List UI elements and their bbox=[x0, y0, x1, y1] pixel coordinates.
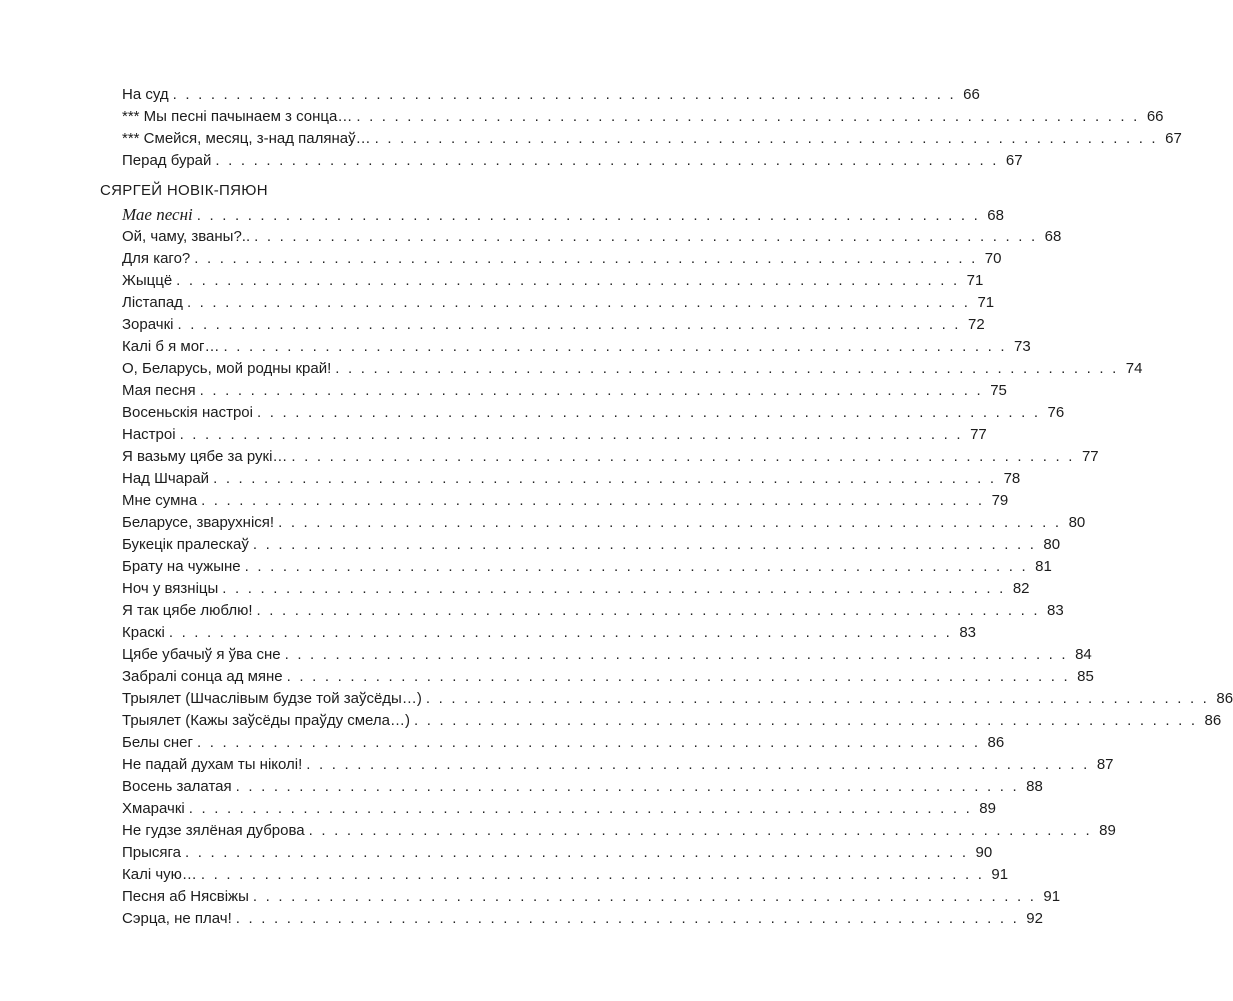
toc-entry-page-number: 81 bbox=[1035, 558, 1052, 575]
toc-entry-title: Забралі сонца ад мяне bbox=[122, 668, 283, 685]
toc-entry-page-number: 71 bbox=[966, 272, 984, 289]
toc-entry bbox=[122, 150, 1023, 172]
dot-leader: . . . . . . . . . . . . . . . . . . . . . . . . . . . . . . . . . . . . . . . . . . . . . . . . . . . . . . . . . . . . . . bbox=[284, 646, 1068, 663]
toc-entry-title: На суд bbox=[122, 86, 169, 103]
toc-entry-title: Брату на чужыне bbox=[122, 558, 241, 575]
toc-entry bbox=[122, 128, 1182, 150]
dot-leader: . . . . . . . . . . . . . . . . . . . . . . . . . . . . . . . . . . . . . . . . . . . . . . . . . . . . . . . . . . . . . . bbox=[252, 536, 1037, 553]
toc-entry-page-number: 80 bbox=[1068, 514, 1086, 531]
toc-entry-title: Не гудзе зялёная дуброва bbox=[122, 822, 305, 839]
toc-entry-title: Мне сумна bbox=[122, 492, 198, 509]
dot-leader: . . . . . . . . . . . . . . . . . . . . . . . . . . . . . . . . . . . . . . . . . . . . . . . . . . . . . . . . . . . . . . bbox=[374, 130, 1158, 147]
toc-entry-title: Лістапад bbox=[122, 294, 183, 311]
toc-entry-page-number: 68 bbox=[987, 207, 1004, 224]
toc-entry-page-number: 73 bbox=[1014, 338, 1031, 355]
dot-leader: . . . . . . . . . . . . . . . . . . . . . . . . . . . . . . . . . . . . . . . . . . . . . . . . . . . . . . . . . . . . . . bbox=[168, 624, 953, 641]
section-heading: СЯРГЕЙ НОВІК-ПЯЮН bbox=[100, 182, 268, 199]
toc-entry-page-number: 84 bbox=[1075, 646, 1092, 663]
toc-entry bbox=[122, 644, 1092, 666]
dot-leader: . . . . . . . . . . . . . . . . . . . . . . . . . . . . . . . . . . . . . . . . . . . . . . . . . . . . . . . . . . . . . . bbox=[188, 800, 972, 817]
toc-entry bbox=[122, 336, 1031, 358]
toc-entry bbox=[122, 688, 1233, 710]
toc-entry bbox=[122, 358, 1143, 380]
dot-leader: . . . . . . . . . . . . . . . . . . . . . . . . . . . . . . . . . . . . . . . . . . . . . . . . . . . . . . . . . . . . . . bbox=[425, 690, 1210, 707]
toc-entry-page-number: 91 bbox=[1043, 888, 1061, 905]
dot-leader: . . . . . . . . . . . . . . . . . . . . . . . . . . . . . . . . . . . . . . . . . . . . . . . . . . . . . . . . . . . . . . bbox=[286, 668, 1070, 685]
dot-leader: . . . . . . . . . . . . . . . . . . . . . . . . . . . . . . . . . . . . . . . . . . . . . . . . . . . . . . . . . . . . . . bbox=[308, 822, 1092, 839]
toc-entry-page-number: 76 bbox=[1047, 404, 1065, 421]
toc-entry bbox=[122, 578, 1030, 600]
dot-leader: . . . . . . . . . . . . . . . . . . . . . . . . . . . . . . . . . . . . . . . . . . . . . . . . . . . . . . . . . . . . . . bbox=[185, 844, 969, 861]
toc-entry-title: Мая песня bbox=[122, 382, 196, 399]
toc-entry-page-number: 66 bbox=[1146, 108, 1164, 125]
toc-entry-title: Перад бурай bbox=[122, 152, 212, 169]
dot-leader: . . . . . . . . . . . . . . . . . . . . . . . . . . . . . . . . . . . . . . . . . . . . . . . . . . . . . . . . . . . . . . bbox=[215, 152, 999, 169]
toc-entry bbox=[122, 842, 993, 864]
dot-leader: . . . . . . . . . . . . . . . . . . . . . . . . . . . . . . . . . . . . . . . . . . . . . . . . . . . . . . . . . . . . . . bbox=[254, 228, 1038, 245]
toc-entry bbox=[122, 248, 1002, 270]
toc-entry-title: Песня аб Нясвіжы bbox=[122, 888, 249, 905]
table-of-contents bbox=[100, 84, 1233, 930]
toc-entry bbox=[122, 776, 1043, 798]
dot-leader: . . . . . . . . . . . . . . . . . . . . . . . . . . . . . . . . . . . . . . . . . . . . . . . . . . . . . . . . . . . . . . bbox=[291, 448, 1075, 465]
toc-entry-page-number: 80 bbox=[1043, 536, 1061, 553]
toc-entry bbox=[122, 556, 1052, 578]
toc-entry bbox=[122, 798, 996, 820]
toc-entry-title: Я так цябе люблю! bbox=[122, 602, 253, 619]
toc-entry-title: Я вазьму цябе за рукі… bbox=[122, 448, 288, 465]
dot-leader: . . . . . . . . . . . . . . . . . . . . . . . . . . . . . . . . . . . . . . . . . . . . . . . . . . . . . . . . . . . . . . bbox=[186, 294, 971, 311]
toc-entry-page-number: 77 bbox=[1081, 448, 1099, 465]
toc-entry bbox=[122, 820, 1116, 842]
toc-entry bbox=[122, 534, 1061, 556]
toc-entry-page-number: 86 bbox=[987, 734, 1005, 751]
dot-leader: . . . . . . . . . . . . . . . . . . . . . . . . . . . . . . . . . . . . . . . . . . . . . . . . . . . . . . . . . . . . . . bbox=[235, 910, 1019, 927]
toc-entry-title: Над Шчарай bbox=[122, 470, 210, 487]
toc-entry bbox=[122, 908, 1043, 930]
toc-entry-title: *** Смейся, месяц, з-над палянаў… bbox=[122, 130, 371, 147]
dot-leader: . . . . . . . . . . . . . . . . . . . . . . . . . . . . . . . . . . . . . . . . . . . . . . . . . . . . . . . . . . . . . . bbox=[252, 888, 1037, 905]
toc-entry-page-number: 74 bbox=[1125, 360, 1143, 377]
dot-leader: . . . . . . . . . . . . . . . . . . . . . . . . . . . . . . . . . . . . . . . . . . . . . . . . . . . . . . . . . . . . . . bbox=[356, 108, 1140, 125]
toc-entry-title: О, Беларусь, мой родны край! bbox=[122, 360, 332, 377]
toc-entry-title: Белы снег bbox=[122, 734, 193, 751]
toc-entry bbox=[122, 468, 1021, 490]
toc-entry-page-number: 83 bbox=[1047, 602, 1064, 619]
toc-entry-page-number: 89 bbox=[979, 800, 996, 817]
dot-leader: . . . . . . . . . . . . . . . . . . . . . . . . . . . . . . . . . . . . . . . . . . . . . . . . . . . . . . . . . . . . . . bbox=[172, 86, 956, 103]
toc-entry bbox=[122, 490, 1009, 512]
toc-entry-page-number: 68 bbox=[1044, 228, 1062, 245]
toc-entry bbox=[122, 600, 1064, 622]
toc-entry-title: Мае песні bbox=[122, 205, 193, 224]
toc-entry-page-number: 90 bbox=[975, 844, 993, 861]
toc-entry-page-number: 82 bbox=[1012, 580, 1030, 597]
toc-entry-page-number: 87 bbox=[1096, 756, 1114, 773]
dot-leader: . . . . . . . . . . . . . . . . . . . . . . . . . . . . . . . . . . . . . . . . . . . . . . . . . . . . . . . . . . . . . . bbox=[176, 272, 960, 289]
toc-entry-title: Ой, чаму, званы?.. bbox=[122, 228, 251, 245]
dot-leader: . . . . . . . . . . . . . . . . . . . . . . . . . . . . . . . . . . . . . . . . . . . . . . . . . . . . . . . . . . . . . . bbox=[177, 316, 961, 333]
toc-entry bbox=[122, 424, 987, 446]
toc-entry bbox=[122, 886, 1061, 908]
toc-entry-page-number: 79 bbox=[991, 492, 1009, 509]
dot-leader: . . . . . . . . . . . . . . . . . . . . . . . . . . . . . . . . . . . . . . . . . . . . . . . . . . . . . . . . . . . . . . bbox=[200, 866, 985, 883]
dot-leader: . . . . . . . . . . . . . . . . . . . . . . . . . . . . . . . . . . . . . . . . . . . . . . . . . . . . . . . . . . . . . . bbox=[194, 250, 978, 267]
dot-leader: . . . . . . . . . . . . . . . . . . . . . . . . . . . . . . . . . . . . . . . . . . . . . . . . . . . . . . . . . . . . . . bbox=[199, 382, 983, 399]
dot-leader: . . . . . . . . . . . . . . . . . . . . . . . . . . . . . . . . . . . . . . . . . . . . . . . . . . . . . . . . . . . . . . bbox=[201, 492, 985, 509]
toc-entry-title: Настроі bbox=[122, 426, 176, 443]
toc-entry-page-number: 77 bbox=[970, 426, 987, 443]
toc-entry-page-number: 66 bbox=[963, 86, 980, 103]
dot-leader: . . . . . . . . . . . . . . . . . . . . . . . . . . . . . . . . . . . . . . . . . . . . . . . . . . . . . . . . . . . . . . bbox=[223, 338, 1007, 355]
toc-entry-title: *** Мы песні пачынаем з сонца… bbox=[122, 108, 353, 125]
toc-entry bbox=[122, 446, 1099, 468]
toc-entry bbox=[122, 666, 1094, 688]
toc-entry bbox=[122, 732, 1005, 754]
toc-entry-page-number: 92 bbox=[1026, 910, 1043, 927]
toc-entry-page-number: 88 bbox=[1026, 778, 1043, 795]
toc-entry bbox=[122, 622, 977, 644]
toc-entry bbox=[122, 84, 980, 106]
dot-leader: . . . . . . . . . . . . . . . . . . . . . . . . . . . . . . . . . . . . . . . . . . . . . . . . . . . . . . . . . . . . . . bbox=[256, 602, 1040, 619]
toc-entry bbox=[122, 226, 1062, 248]
toc-entry-title: Сэрца, не плач! bbox=[122, 910, 232, 927]
toc-entry-title: Цябе убачыў я ўва сне bbox=[122, 646, 281, 663]
toc-entry-title: Ноч у вязніцы bbox=[122, 580, 219, 597]
dot-leader: . . . . . . . . . . . . . . . . . . . . . . . . . . . . . . . . . . . . . . . . . . . . . . . . . . . . . . . . . . . . . . bbox=[244, 558, 1028, 575]
toc-entry-title: Жыццё bbox=[122, 272, 173, 289]
dot-leader: . . . . . . . . . . . . . . . . . . . . . . . . . . . . . . . . . . . . . . . . . . . . . . . . . . . . . . . . . . . . . . bbox=[213, 470, 997, 487]
toc-entry-page-number: 78 bbox=[1003, 470, 1021, 487]
dot-leader: . . . . . . . . . . . . . . . . . . . . . . . . . . . . . . . . . . . . . . . . . . . . . . . . . . . . . . . . . . . . . . bbox=[414, 712, 1198, 729]
toc-entry-title: Не падай духам ты ніколі! bbox=[122, 756, 303, 773]
toc-entry-title: Прысяга bbox=[122, 844, 182, 861]
dot-leader: . . . . . . . . . . . . . . . . . . . . . . . . . . . . . . . . . . . . . . . . . . . . . . . . . . . . . . . . . . . . . . bbox=[179, 426, 963, 443]
dot-leader: . . . . . . . . . . . . . . . . . . . . . . . . . . . . . . . . . . . . . . . . . . . . . . . . . . . . . . . . . . . . . . bbox=[196, 207, 980, 224]
toc-entry bbox=[122, 380, 1007, 402]
toc-entry-title: Калі б я мог… bbox=[122, 338, 220, 355]
toc-entry-title: Восеньскія настроі bbox=[122, 404, 253, 421]
dot-leader: . . . . . . . . . . . . . . . . . . . . . . . . . . . . . . . . . . . . . . . . . . . . . . . . . . . . . . . . . . . . . . bbox=[257, 404, 1041, 421]
toc-entry-page-number: 67 bbox=[1165, 130, 1182, 147]
toc-entry-title: Зорачкі bbox=[122, 316, 174, 333]
toc-entry-title: Букецік пралескаў bbox=[122, 536, 249, 553]
toc-entry-title: Беларусе, зварухніся! bbox=[122, 514, 275, 531]
toc-entry-page-number: 89 bbox=[1099, 822, 1116, 839]
dot-leader: . . . . . . . . . . . . . . . . . . . . . . . . . . . . . . . . . . . . . . . . . . . . . . . . . . . . . . . . . . . . . . bbox=[335, 360, 1119, 377]
toc-entry-title: Трыялет (Кажы заўсёды праўду смела…) bbox=[122, 712, 410, 729]
toc-entry-page-number: 85 bbox=[1077, 668, 1094, 685]
toc-entry-title: Калі чую… bbox=[122, 866, 197, 883]
toc-entry bbox=[122, 106, 1164, 128]
toc-entry bbox=[122, 314, 985, 336]
toc-entry-page-number: 86 bbox=[1204, 712, 1222, 729]
toc-entry-page-number: 75 bbox=[990, 382, 1007, 399]
toc-entry-page-number: 83 bbox=[959, 624, 977, 641]
dot-leader: . . . . . . . . . . . . . . . . . . . . . . . . . . . . . . . . . . . . . . . . . . . . . . . . . . . . . . . . . . . . . . bbox=[306, 756, 1090, 773]
dot-leader: . . . . . . . . . . . . . . . . . . . . . . . . . . . . . . . . . . . . . . . . . . . . . . . . . . . . . . . . . . . . . . bbox=[197, 734, 981, 751]
toc-entry-title: Краскі bbox=[122, 624, 165, 641]
toc-entry-page-number: 67 bbox=[1005, 152, 1023, 169]
toc-entry bbox=[122, 292, 995, 314]
toc-entry bbox=[122, 270, 984, 292]
toc-entry-title: Восень залатая bbox=[122, 778, 232, 795]
toc-entry bbox=[122, 512, 1086, 534]
toc-entry bbox=[122, 204, 1004, 226]
toc-entry-title: Для каго? bbox=[122, 250, 191, 267]
toc-entry-page-number: 86 bbox=[1216, 690, 1233, 707]
dot-leader: . . . . . . . . . . . . . . . . . . . . . . . . . . . . . . . . . . . . . . . . . . . . . . . . . . . . . . . . . . . . . . bbox=[222, 580, 1006, 597]
toc-entry bbox=[122, 754, 1114, 776]
toc-entry-page-number: 72 bbox=[967, 316, 985, 333]
toc-entry bbox=[122, 402, 1065, 424]
toc-entry-page-number: 70 bbox=[984, 250, 1002, 267]
toc-entry-title: Трыялет (Шчаслівым будзе той заўсёды…) bbox=[122, 690, 422, 707]
dot-leader: . . . . . . . . . . . . . . . . . . . . . . . . . . . . . . . . . . . . . . . . . . . . . . . . . . . . . . . . . . . . . . bbox=[278, 514, 1062, 531]
toc-entry bbox=[122, 864, 1009, 886]
dot-leader: . . . . . . . . . . . . . . . . . . . . . . . . . . . . . . . . . . . . . . . . . . . . . . . . . . . . . . . . . . . . . . bbox=[235, 778, 1019, 795]
toc-entry-page-number: 71 bbox=[977, 294, 995, 311]
toc-entry-title: Хмарачкі bbox=[122, 800, 185, 817]
toc-entry bbox=[122, 710, 1222, 732]
toc-entry-page-number: 91 bbox=[991, 866, 1009, 883]
